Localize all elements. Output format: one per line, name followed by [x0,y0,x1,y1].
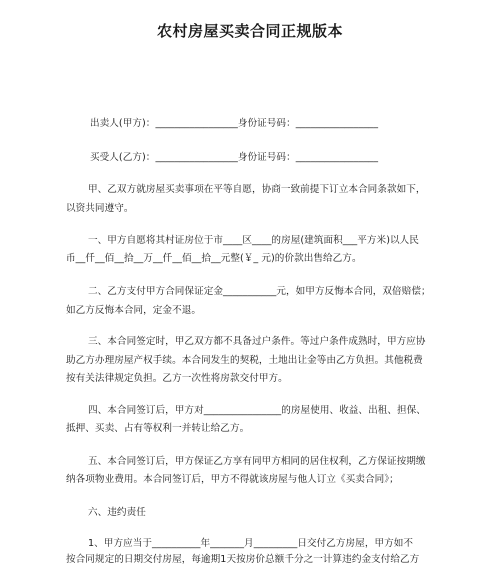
clause-6-1-line-2: 按合同规定的日期交付房屋，每逾期1天按房价总额千分之一计算违约金支付给乙方 [66,554,420,565]
clause-3-line-3: 按有关法律规定负担。乙方一次性将房款交付甲方。 [66,373,288,384]
document-title: 农村房屋买卖合同正规版本 [156,22,343,40]
clause-5-line-2: 纳各项物业费用。本合同签订后，甲方不得就该房屋与他人订立《买卖合同》； [66,474,399,485]
clause-4-line-2: 抵押、买卖、占有等权利一并转让给乙方。 [66,423,250,434]
clause-3-line-2: 助乙方办理房屋产权手续。本合同发生的契税，土地出让金等由乙方负担。其他税费 [66,355,423,366]
intro-line-2: 以资共同遵守。 [66,203,134,214]
clause-4-line-1: 四、本合同签订后，甲方对________________的房屋使用、收益、出租、担保、 [88,405,426,416]
buyer-line: 买受人(乙方)：_________________身份证号码：_________________ [90,152,379,163]
intro-line-1: 甲、乙双方就房屋买卖事项在平等自愿，协商一致前提下订立本合同条款如下， [88,184,426,195]
clause-6-heading: 六、违约责任 [88,507,146,518]
seller-line: 出卖人(甲方)：_________________身份证号码：_________________ [90,118,379,129]
clause-6-1-line-1: 1、甲方应当于__________年_______月_________日交付乙方房屋，甲方如不 [88,538,414,549]
clause-1-line-2: 币__仟__佰__拾__万__仟__佰__拾__元整(￥_ 元)的价款出售给乙方。 [66,253,362,264]
clause-2-line-2: 如乙方反悔本合同，定金不退。 [66,305,202,316]
clause-1-line-1: 一、甲方自愿将其村证房位于市____区____的房屋(建筑面积___平方米)以人民 [88,235,419,246]
clause-5-line-1: 五、本合同签订后，甲方保证乙方享有同甲方相同的居住权利，乙方保证按期缴 [88,456,426,467]
clause-2-line-1: 二、乙方支付甲方合同保证定金___________元，如甲方反悔本合同，双倍赔偿； [88,286,431,297]
clause-3-line-1: 三、本合同签定时，甲乙双方都不具备过户条件。等过户条件成熟时，甲方应协 [88,336,426,347]
